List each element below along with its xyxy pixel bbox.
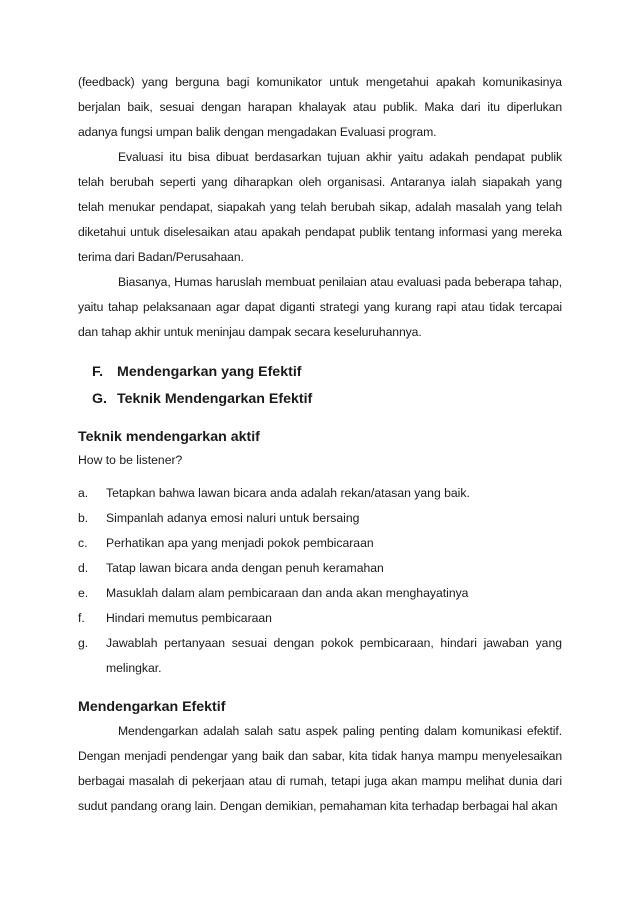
list-marker: a. <box>78 486 89 500</box>
tips-list <box>78 481 562 681</box>
list-text: Hindari memutus pembicaraan <box>106 611 272 625</box>
paragraph-feedback: (feedback) yang berguna bagi komunikator untuk mengetahui apakah komunikasinya berjalan baik, sesuai dengan harapan khalayak atau publik. Maka dari itu diperlukan adanya fungsi umpan balik dengan mengadakan Evaluasi program. <box>78 75 562 139</box>
list-marker: d. <box>78 561 89 575</box>
list-text: Tetapkan bahwa lawan bicara anda adalah rekan/atasan yang baik. <box>106 486 470 500</box>
paragraph-mendengarkan: Mendengarkan adalah salah satu aspek paling penting dalam komunikasi efektif. Dengan menjadi pendengar yang baik dan sabar, kita tidak hanya mampu menyelesaikan berbagai masalah di pekerjaan atau di rumah, tetapi juga akan mampu melihat dunia dari sudut pandang orang lain. Dengan demikian, pemahaman kita terhadap berbagai hal akan <box>78 724 562 813</box>
list-item <box>78 606 562 631</box>
heading-text: Teknik Mendengarkan Efektif <box>117 391 313 407</box>
section-title-teknik: Teknik mendengarkan aktif <box>78 429 260 445</box>
section-question: How to be listener? <box>78 453 183 467</box>
heading-label: F. <box>92 364 104 380</box>
heading-label: G. <box>92 391 107 407</box>
heading-text: Mendengarkan yang Efektif <box>117 364 302 380</box>
list-marker: f. <box>78 611 85 625</box>
heading-f <box>78 359 562 386</box>
list-item <box>78 506 562 531</box>
paragraph-humas: Biasanya, Humas haruslah membuat penilaian atau evaluasi pada beberapa tahap, yaitu tahap pelaksanaan agar dapat diganti strategi yang kurang rapi atau tidak tercapai dan tahap akhir untuk meninjau dampak secara keseluruhannya. <box>78 275 562 339</box>
list-text: Masuklah dalam alam pembicaraan dan anda akan menghayatinya <box>106 586 469 600</box>
list-item <box>78 481 562 506</box>
list-text: Perhatikan apa yang menjadi pokok pembicaraan <box>106 536 374 550</box>
list-item <box>78 531 562 556</box>
paragraph-evaluasi: Evaluasi itu bisa dibuat berdasarkan tujuan akhir yaitu adakah pendapat publik telah berubah seperti yang diharapkan oleh organisasi. Antaranya ialah siapakah yang telah menukar pendapat, siapakah yang telah berubah sikap, adalah masalah yang telah diketahui untuk diselesaikan atau apakah pendapat publik tentang informasi yang mereka terima dari Badan/Perusahaan. <box>78 150 562 264</box>
document-page <box>78 70 562 819</box>
heading-list <box>78 359 562 413</box>
section-title-mendengarkan: Mendengarkan Efektif <box>78 699 226 715</box>
list-item <box>78 556 562 581</box>
list-text: Simpanlah adanya emosi naluri untuk bersaing <box>106 511 360 525</box>
list-marker: g. <box>78 636 89 650</box>
list-marker: c. <box>78 536 88 550</box>
list-marker: b. <box>78 511 89 525</box>
list-item <box>78 581 562 606</box>
list-text: Tatap lawan bicara anda dengan penuh keramahan <box>106 561 384 575</box>
heading-g <box>78 386 562 413</box>
list-item <box>78 631 562 681</box>
list-marker: e. <box>78 586 89 600</box>
list-text: Jawablah pertanyaan sesuai dengan pokok pembicaraan, hindari jawaban yang melingkar. <box>106 636 562 675</box>
